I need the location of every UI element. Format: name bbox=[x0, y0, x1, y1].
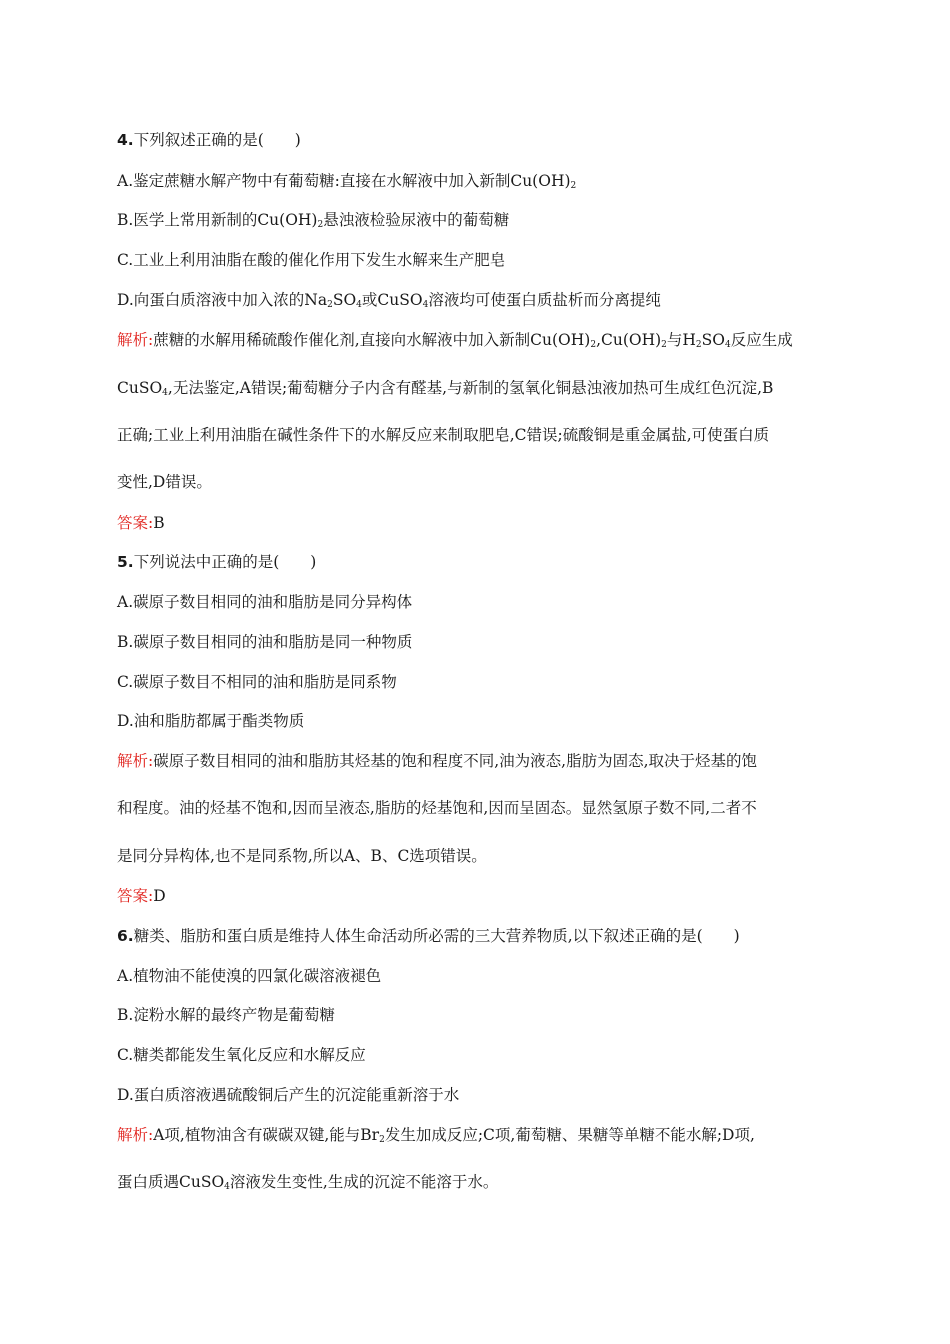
q5-option-c: C.碳原子数目不相同的油和脂肪是同系物 bbox=[117, 673, 397, 691]
q6-option-d: D.蛋白质溶液遇硫酸铜后产生的沉淀能重新溶于水 bbox=[117, 1086, 460, 1104]
analysis-label: 解析: bbox=[117, 1126, 154, 1144]
q5-analysis-line-3: 是同分异构体,也不是同系物,所以A、B、C选项错误。 bbox=[117, 847, 487, 865]
q4-analysis-line-2: CuSO$_4$,无法鉴定,A错误;葡萄糖分子内含有醛基,与新制的氢氧化铜悬浊液加热可生成红色沉淀,B bbox=[117, 379, 774, 398]
q4-analysis-line-3: 正确;工业上利用油脂在碱性条件下的水解反应来制取肥皂,C错误;硫酸铜是重金属盐,可使蛋白质 bbox=[117, 426, 770, 444]
q5-option-a: A.碳原子数目相同的油和脂肪是同分异构体 bbox=[117, 593, 413, 611]
q4-analysis-line-4: 变性,D错误。 bbox=[117, 473, 212, 491]
question-6-stem: 6.糖类、脂肪和蛋白质是维持人体生命活动所必需的三大营养物质,以下叙述正确的是( ) bbox=[117, 927, 740, 945]
q6-option-c: C.糖类都能发生氧化反应和水解反应 bbox=[117, 1046, 366, 1064]
q6-option-b: B.淀粉水解的最终产物是葡萄糖 bbox=[117, 1006, 335, 1024]
analysis-label: 解析: bbox=[117, 752, 154, 770]
q4-option-c: C.工业上利用油脂在酸的催化作用下发生水解来生产肥皂 bbox=[117, 251, 506, 269]
q5-analysis-line-1: 解析:碳原子数目相同的油和脂肪其烃基的饱和程度不同,油为液态,脂肪为固态,取决于烃基的饱 bbox=[117, 752, 758, 770]
q5-option-b: B.碳原子数目相同的油和脂肪是同一种物质 bbox=[117, 633, 413, 651]
question-5-stem: 5.下列说法中正确的是( ) bbox=[117, 553, 317, 571]
analysis-label: 解析: bbox=[117, 331, 154, 349]
q4-analysis-line-1: 解析:蔗糖的水解用稀硫酸作催化剂,直接向水解液中加入新制$Cu(OH)_2,Cu(OH)_2$与$H_2SO_4$反应生成 bbox=[117, 331, 793, 350]
answer-label: 答案: bbox=[117, 887, 154, 905]
q4-answer: 答案:B bbox=[117, 514, 165, 532]
q6-analysis-line-1: 解析:A项,植物油含有碳碳双键,能与$Br_2$发生加成反应;C项,葡萄糖、果糖等单糖不能水解;D项, bbox=[117, 1126, 755, 1145]
q5-answer: 答案:D bbox=[117, 887, 166, 905]
q5-option-d: D.油和脂肪都属于酯类物质 bbox=[117, 712, 305, 730]
question-4-stem: 4.下列叙述正确的是( ) bbox=[117, 131, 301, 149]
q4-option-d: D.向蛋白质溶液中加入浓的$Na_2SO_4$或CuSO$_4$溶液均可使蛋白质盐析而分离提纯 bbox=[117, 291, 661, 310]
q4-option-b: B.医学上常用新制的$Cu(OH)_2$悬浊液检验尿液中的葡萄糖 bbox=[117, 211, 510, 230]
q5-analysis-line-2: 和程度。油的烃基不饱和,因而呈液态,脂肪的烃基饱和,因而呈固态。显然氢原子数不同,二者不 bbox=[117, 799, 757, 817]
q6-option-a: A.植物油不能使溴的四氯化碳溶液褪色 bbox=[117, 967, 382, 985]
answer-label: 答案: bbox=[117, 514, 154, 532]
q6-analysis-line-2: 蛋白质遇CuSO$_4$溶液发生变性,生成的沉淀不能溶于水。 bbox=[117, 1173, 499, 1192]
q4-option-a: A.鉴定蔗糖水解产物中有葡萄糖:直接在水解液中加入新制$Cu(OH)_2$ bbox=[117, 172, 577, 191]
